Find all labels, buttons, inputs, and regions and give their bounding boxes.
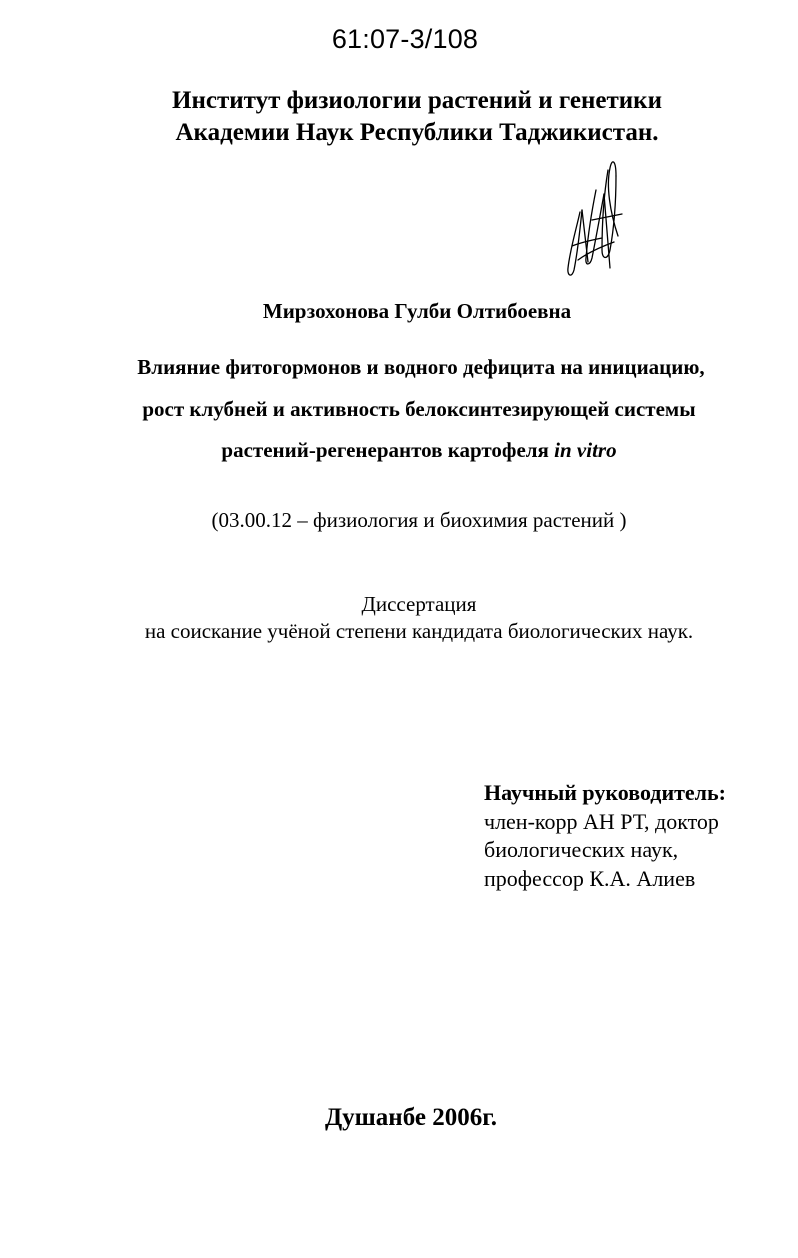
title-line-2: рост клубней и активность белоксинтезирующей системы bbox=[142, 397, 696, 421]
place-and-year: Душанбе 2006г. bbox=[324, 1104, 497, 1131]
title-line-3-italic: in vitro bbox=[554, 438, 617, 462]
degree-line-1: Диссертация bbox=[361, 592, 477, 616]
supervisor-line-3: профессор К.А. Алиев bbox=[484, 865, 696, 891]
institution-line-1: Институт физиологии растений и генетики bbox=[172, 87, 662, 114]
supervisor-line-2: биологических наук, bbox=[484, 837, 679, 862]
title-line-1: Влияние фитогормонов и водного дефицита на инициацию, bbox=[137, 355, 705, 379]
supervisor-label: Научный руководитель: bbox=[484, 780, 726, 805]
degree-line-2: на соискание учёной степени кандидата биологических наук. bbox=[144, 619, 694, 643]
title-line-3-main: растений-регенерантов картофеля bbox=[221, 438, 555, 462]
supervisor-line-1: член-корр АН РТ, доктор bbox=[484, 808, 719, 834]
handwritten-signature bbox=[558, 150, 638, 280]
author-name: Мирзохонова Гулби Олтибоевна bbox=[262, 299, 572, 323]
institution-line-2: Академии Наук Республики Таджикистан. bbox=[175, 119, 659, 146]
supervisor-block bbox=[484, 779, 726, 893]
title-line-3 bbox=[20, 438, 798, 463]
archive-code: 61:07-3/108 bbox=[331, 24, 479, 54]
specialty-code: (03.00.12 – физиология и биохимия растений ) bbox=[211, 508, 627, 532]
